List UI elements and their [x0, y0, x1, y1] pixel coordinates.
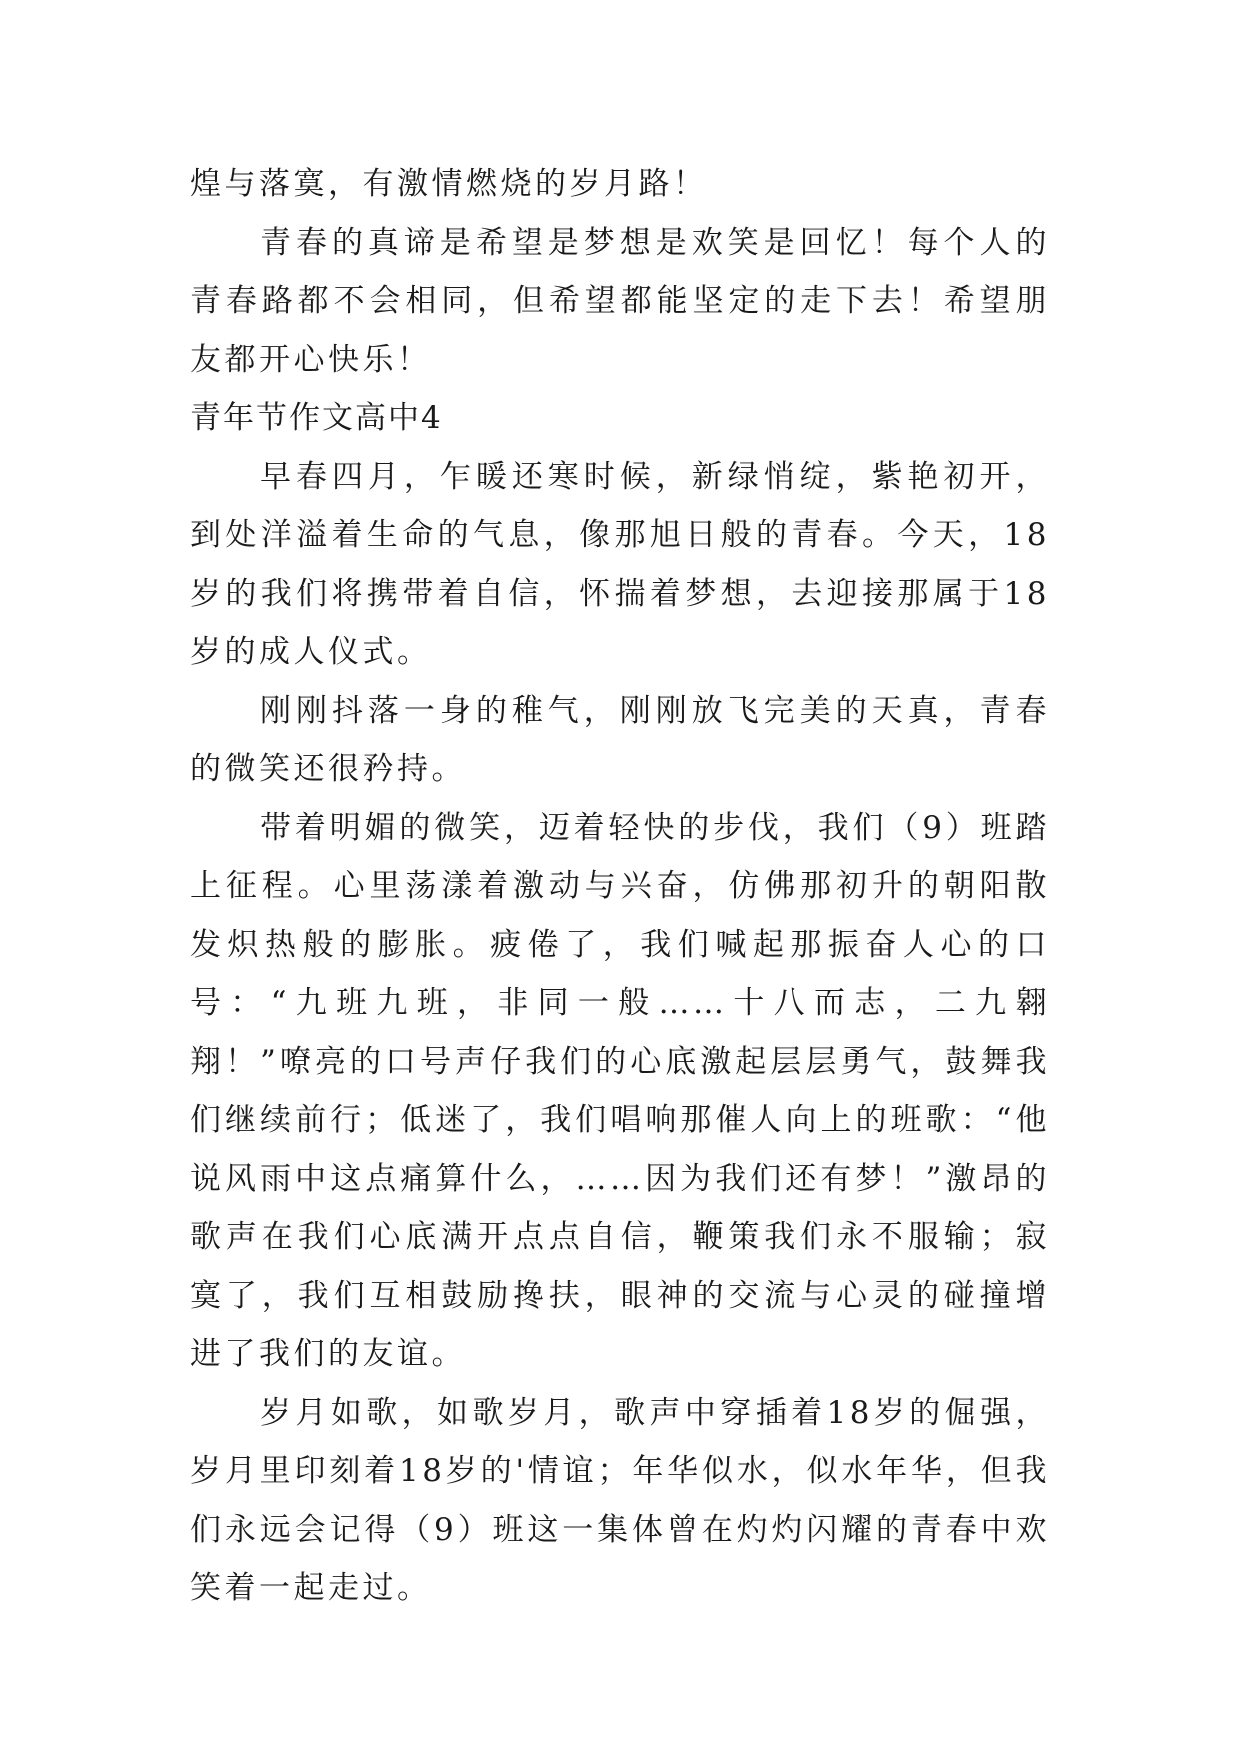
- paragraph: 青春的真谛是希望是梦想是欢笑是回忆！每个人的青春路都不会相同，但希望都能坚定的走下去！希望朋友都开心快乐！: [190, 224, 1050, 378]
- paragraph-continuation: 煌与落寞，有激情燃烧的岁月路！: [190, 166, 708, 202]
- paragraph: 刚刚抖落一身的稚气，刚刚放飞完美的天真，青春的微笑还很矜持。: [190, 692, 1050, 787]
- document-body: [190, 155, 1050, 1618]
- section-heading: 青年节作文高中4: [190, 400, 443, 436]
- paragraph: 带着明媚的微笑，迈着轻快的步伐，我们（9）班踏上征程。心里荡漾着激动与兴奋，仿佛那初升的朝阳散发炽热般的膨胀。疲倦了，我们喊起那振奋人心的口号：“九班九班，非同一般……十八而志，二九翱翔！”嘹亮的口号声仔我们的心底激起层层勇气，鼓舞我们继续前行；低迷了，我们唱响那催人向上的班歌：“他说风雨中这点痛算什么，……因为我们还有梦！”激昂的歌声在我们心底满开点点自信，鞭策我们永不服输；寂寞了，我们互相鼓励搀扶，眼神的交流与心灵的碰撞增进了我们的友谊。: [190, 809, 1050, 1372]
- paragraph: 早春四月，乍暖还寒时候，新绿悄绽，紫艳初开，到处洋溢着生命的气息，像那旭日般的青春。今天，18岁的我们将携带着自信，怀揣着梦想，去迎接那属于18岁的成人仪式。: [190, 458, 1050, 670]
- paragraph: 岁月如歌，如歌岁月，歌声中穿插着18岁的倔强，岁月里印刻着18岁的'情谊；年华似水，似水年华，但我们永远会记得（9）班这一集体曾在灼灼闪耀的青春中欢笑着一起走过。: [190, 1394, 1050, 1606]
